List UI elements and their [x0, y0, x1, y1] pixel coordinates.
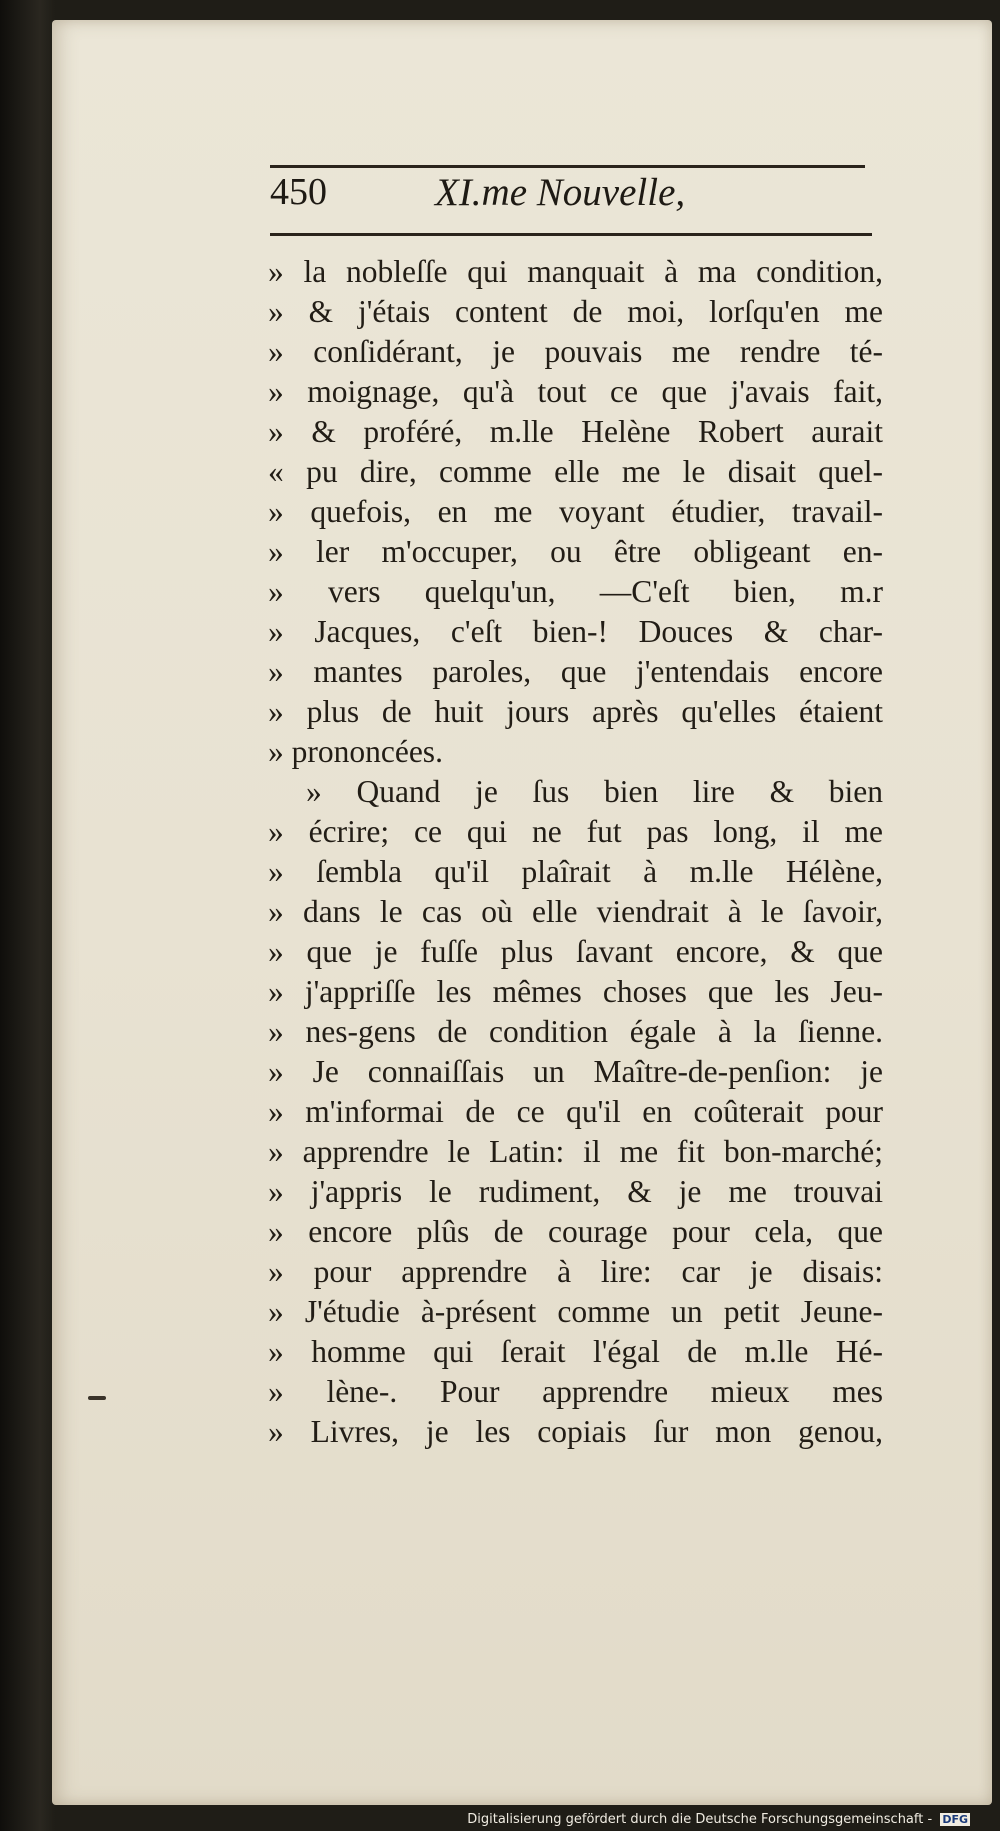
- dfg-logo: DFG: [942, 1813, 968, 1826]
- text-line: » plus de huit jours après qu'elles étaient: [268, 694, 883, 729]
- digitization-credit: [467, 1812, 970, 1827]
- text-line: » pour apprendre à lire: car je disais:: [268, 1254, 883, 1289]
- text-line: » vers quelqu'un, —C'eſt bien, m.r: [268, 574, 883, 609]
- credit-text: Digitalisierung gefördert durch die Deutsche Forschungsgemeinschaft -: [467, 1812, 933, 1827]
- running-title: XI.me Nouvelle,: [435, 171, 686, 214]
- text-line: » m'informai de ce qu'il en coûterait pour: [268, 1094, 883, 1129]
- text-line: » j'appriſſe les mêmes choses que les Jeu-: [268, 974, 883, 1009]
- header-rule-top: [270, 165, 865, 168]
- text-line: » la nobleſſe qui manquait à ma condition,: [268, 254, 883, 289]
- text-line: » apprendre le Latin: il me fit bon-marché;: [268, 1134, 883, 1169]
- margin-mark: [88, 1396, 106, 1400]
- page-number: 450: [270, 171, 327, 213]
- text-line: » homme qui ſerait l'égal de m.lle Hé-: [268, 1334, 883, 1369]
- body-text: [268, 252, 883, 1452]
- text-line: » lène-. Pour apprendre mieux mes: [268, 1374, 883, 1409]
- text-line: » j'appris le rudiment, & je me trouvai: [268, 1174, 883, 1209]
- text-line: » encore plûs de courage pour cela, que: [268, 1214, 883, 1249]
- text-line: » Je connaiſſais un Maître-de-penſion: je: [268, 1054, 883, 1089]
- text-line: » Jacques, c'eſt bien-! Douces & char-: [268, 614, 883, 649]
- text-line: » & proféré, m.lle Helène Robert aurait: [268, 414, 883, 449]
- text-line: » conſidérant, je pouvais me rendre té-: [268, 334, 883, 369]
- header-rule-bottom: [270, 233, 872, 236]
- text-line: » écrire; ce qui ne fut pas long, il me: [268, 814, 883, 849]
- text-line: » Livres, je les copiais ſur mon genou,: [268, 1414, 883, 1449]
- text-line: » moignage, qu'à tout ce que j'avais fait,: [268, 374, 883, 409]
- text-line: » nes-gens de condition égale à la ſienne.: [268, 1014, 883, 1049]
- text-line: » J'étudie à-présent comme un petit Jeune-: [268, 1294, 883, 1329]
- text-line: » ler m'occuper, ou être obligeant en-: [268, 534, 883, 569]
- text-line: » mantes paroles, que j'entendais encore: [268, 654, 883, 689]
- text-line: » ſembla qu'il plaîrait à m.lle Hélène,: [268, 854, 883, 889]
- text-line: » dans le cas où elle viendrait à le ſavoir,: [268, 894, 883, 929]
- page-header: [270, 170, 870, 230]
- text-line: » prononcées.: [268, 734, 443, 769]
- text-line: » quefois, en me voyant étudier, travail-: [268, 494, 883, 529]
- paragraph-start-line: » Quand je ſus bien lire & bien: [306, 774, 883, 809]
- text-line: » & j'étais content de moi, lorſqu'en me: [268, 294, 883, 329]
- text-line: « pu dire, comme elle me le disait quel-: [268, 454, 883, 489]
- text-line: » que je fuſſe plus ſavant encore, & que: [268, 934, 883, 969]
